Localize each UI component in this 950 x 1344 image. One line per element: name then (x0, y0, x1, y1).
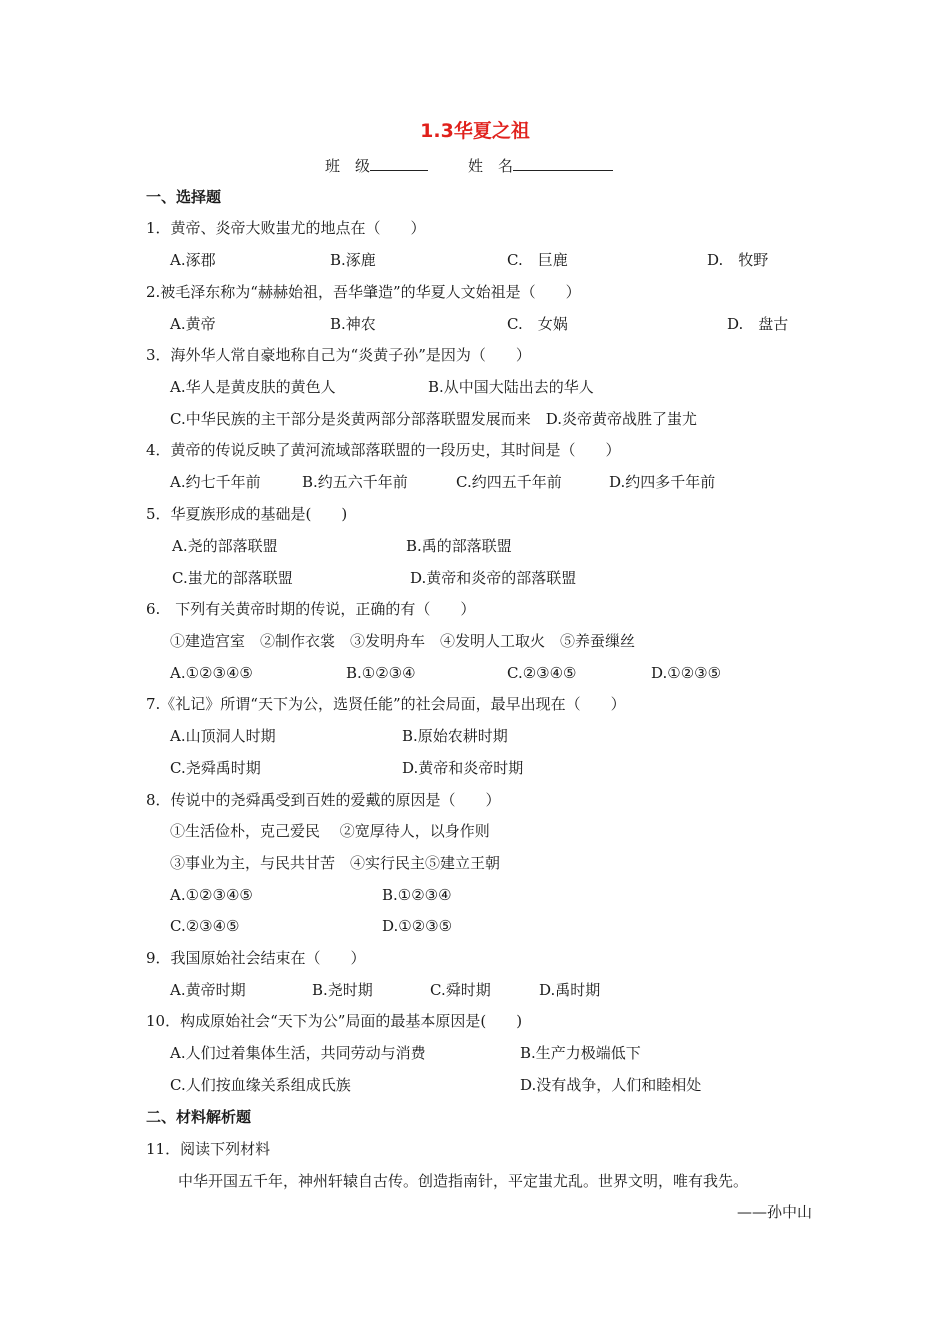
question-1-option-c[interactable]: C. 巨鹿 (507, 251, 568, 269)
question-4-option-d[interactable]: D.约四多千年前 (609, 473, 716, 491)
question-9-option-b[interactable]: B.尧时期 (312, 981, 373, 999)
name-blank[interactable] (513, 154, 613, 171)
question-10-stem: 10．构成原始社会“天下为公”局面的最基本原因是( ) (146, 1012, 523, 1030)
question-7-stem: 7.《礼记》所谓“天下为公，选贤任能”的社会局面，最早出现在（ ） (146, 695, 626, 713)
question-1-stem: 1．黄帝、炎帝大败蚩尤的地点在（ ） (146, 219, 426, 237)
question-7-option-d[interactable]: D.黄帝和炎帝时期 (402, 759, 524, 777)
question-2-stem: 2.被毛泽东称为“赫赫始祖，吾华肇造”的华夏人文始祖是（ ） (146, 283, 581, 301)
question-10-option-b[interactable]: B.生产力极端低下 (520, 1044, 641, 1062)
question-2-option-c[interactable]: C. 女娲 (507, 315, 568, 333)
question-3-option-a[interactable]: A.华人是黄皮肤的黄色人 (170, 378, 336, 396)
question-7-option-a[interactable]: A.山顶洞人时期 (170, 727, 276, 745)
question-8-option-b[interactable]: B.①②③④ (382, 886, 452, 904)
question-8-option-d[interactable]: D.①②③⑤ (382, 917, 453, 935)
question-6-option-c[interactable]: C.②③④⑤ (507, 664, 577, 682)
question-10-option-a[interactable]: A.人们过着集体生活，共同劳动与消费 (170, 1044, 426, 1062)
question-1-option-a[interactable]: A.涿郡 (170, 251, 216, 269)
question-9-stem: 9．我国原始社会结束在（ ） (146, 949, 366, 967)
class-label: 班 级 (325, 157, 371, 175)
question-7-option-b[interactable]: B.原始农耕时期 (402, 727, 508, 745)
question-3-option-c-d[interactable]: C.中华民族的主干部分是炎黄两部分部落联盟发展而来 D.炎帝黄帝战胜了蚩尤 (170, 410, 697, 428)
question-11-stem: 11．阅读下列材料 (146, 1140, 271, 1158)
question-11-quote: 中华开国五千年，神州轩辕自古传。创造指南针，平定蚩尤乱。世界文明，唯有我先。 (178, 1172, 749, 1190)
question-9-option-a[interactable]: A.黄帝时期 (170, 981, 246, 999)
question-1-option-b[interactable]: B.涿鹿 (330, 251, 376, 269)
class-field (325, 154, 428, 177)
question-2-option-a[interactable]: A.黄帝 (170, 315, 216, 333)
question-8-option-a[interactable]: A.①②③④⑤ (170, 886, 253, 904)
question-9-option-d[interactable]: D.禹时期 (539, 981, 601, 999)
question-4-stem: 4．黄帝的传说反映了黄河流域部落联盟的一段历史，其时间是（ ） (146, 441, 621, 459)
question-5-option-b[interactable]: B.禹的部落联盟 (406, 537, 512, 555)
question-2-option-d[interactable]: D. 盘古 (727, 315, 789, 333)
question-4-option-b[interactable]: B.约五六千年前 (302, 473, 408, 491)
question-3-option-b[interactable]: B.从中国大陆出去的华人 (428, 378, 594, 396)
question-9-option-c[interactable]: C.舜时期 (430, 981, 491, 999)
question-4-option-c[interactable]: C.约四五千年前 (456, 473, 562, 491)
question-3-stem: 3．海外华人常自豪地称自己为“炎黄子孙”是因为（ ） (146, 346, 531, 364)
question-5-stem: 5．华夏族形成的基础是( ) (146, 505, 348, 523)
question-6-option-b[interactable]: B.①②③④ (346, 664, 416, 682)
question-8-items-2: ③事业为主，与民共甘苦 ④实行民主⑤建立王朝 (170, 854, 501, 872)
page-title: 1.3华夏之祖 (420, 120, 530, 142)
question-4-option-a[interactable]: A.约七千年前 (170, 473, 261, 491)
section-title-material: 二、材料解析题 (146, 1108, 252, 1126)
question-6-items: ①建造宫室 ②制作衣裳 ③发明舟车 ④发明人工取火 ⑤养蚕缫丝 (170, 632, 636, 650)
question-10-option-c[interactable]: C.人们按血缘关系组成氏族 (170, 1076, 351, 1094)
question-6-option-a[interactable]: A.①②③④⑤ (170, 664, 253, 682)
question-5-option-a[interactable]: A.尧的部落联盟 (172, 537, 278, 555)
question-1-option-d[interactable]: D. 牧野 (707, 251, 769, 269)
question-6-option-d[interactable]: D.①②③⑤ (651, 664, 722, 682)
question-5-option-d[interactable]: D.黄帝和炎帝的部落联盟 (410, 569, 577, 587)
name-label: 姓 名 (468, 157, 514, 175)
question-6-stem: 6. 下列有关黄帝时期的传说，正确的有（ ） (146, 600, 476, 618)
class-blank[interactable] (370, 154, 428, 171)
section-title-choice: 一、选择题 (146, 188, 222, 206)
question-8-stem: 8．传说中的尧舜禹受到百姓的爱戴的原因是（ ） (146, 791, 501, 809)
question-10-option-d[interactable]: D.没有战争，人们和睦相处 (520, 1076, 702, 1094)
question-2-option-b[interactable]: B.神农 (330, 315, 376, 333)
question-5-option-c[interactable]: C.蚩尤的部落联盟 (172, 569, 293, 587)
question-8-option-c[interactable]: C.②③④⑤ (170, 917, 240, 935)
name-field (468, 154, 613, 177)
question-8-items-1: ①生活俭朴，克己爱民 ②宽厚待人，以身作则 (170, 822, 490, 840)
question-7-option-c[interactable]: C.尧舜禹时期 (170, 759, 261, 777)
question-11-author: ——孙中山 (737, 1203, 813, 1221)
